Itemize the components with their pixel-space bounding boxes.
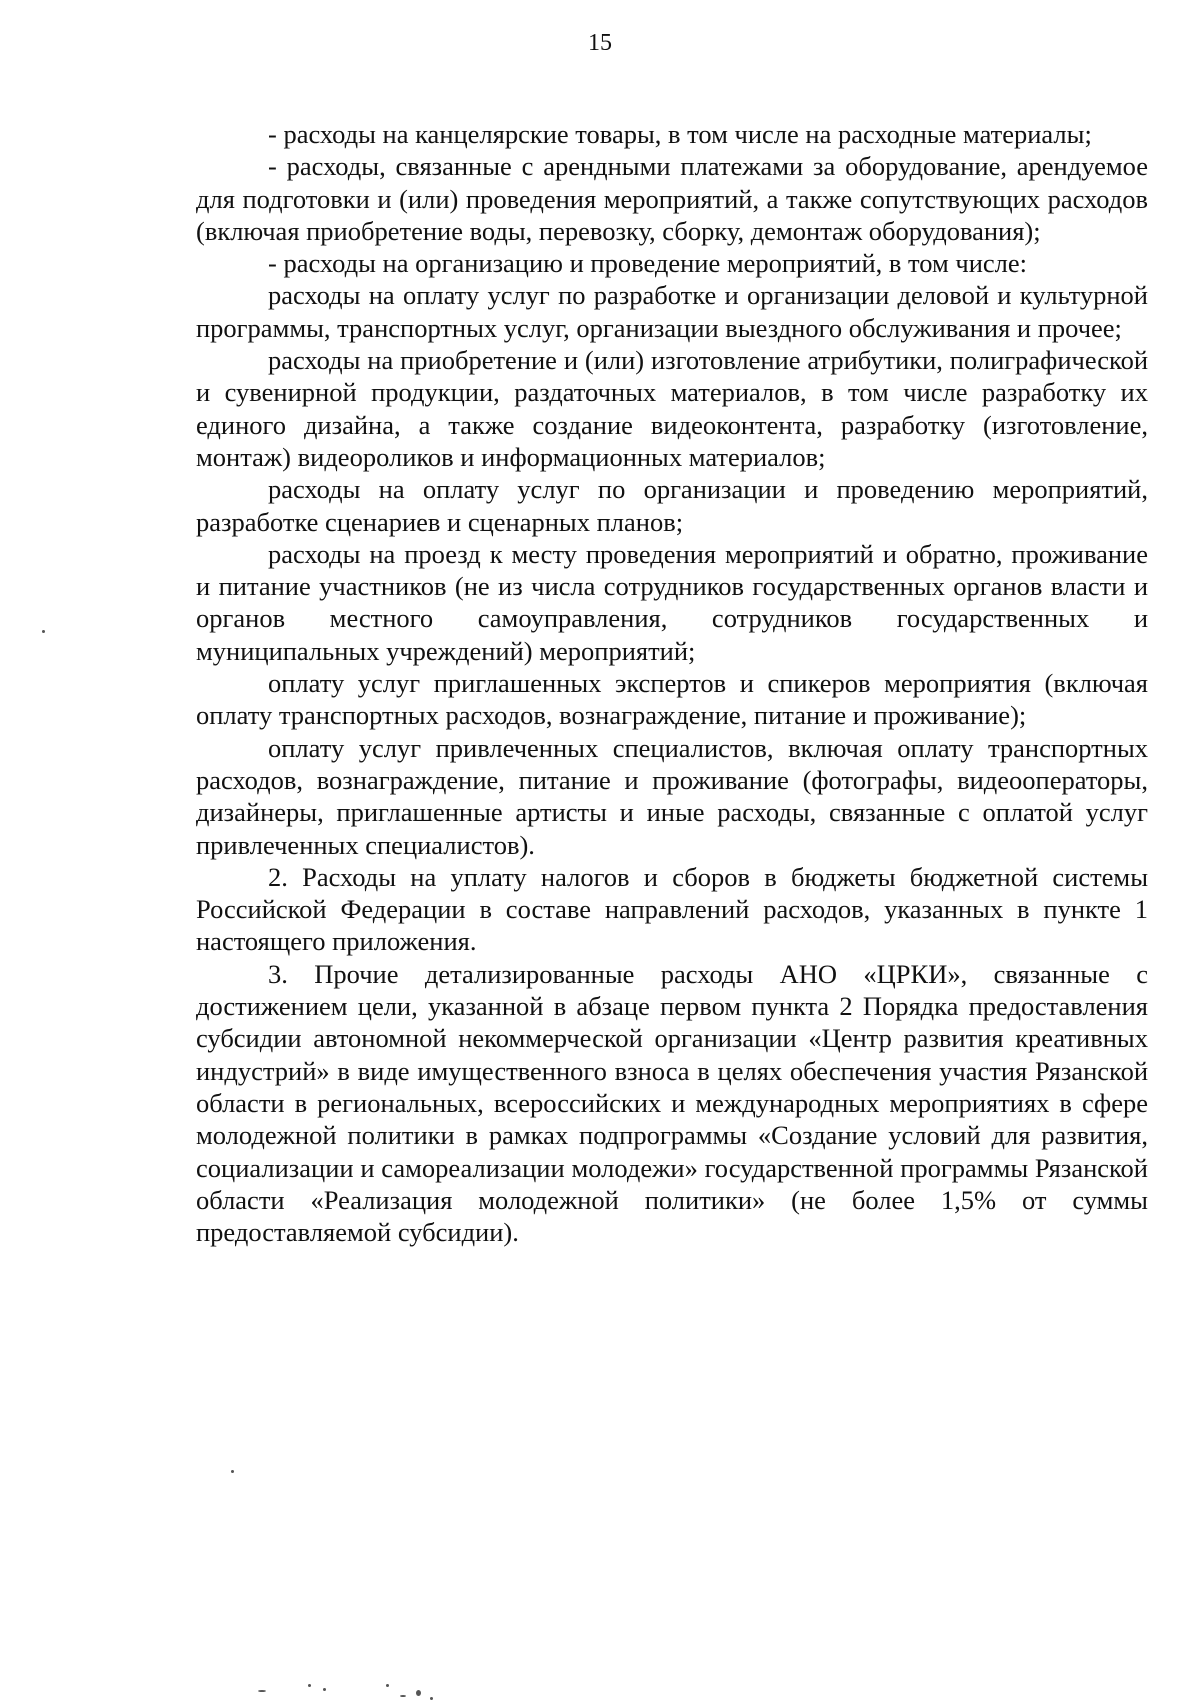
page-number: 15 [588, 30, 612, 56]
scan-speck [323, 1688, 326, 1691]
paragraph-hired-specialists: оплату услуг привлеченных специалистов, включая оплату транспортных расходов, вознаграждение, питание и проживание (фотографы, видеооператоры, дизайнеры, приглашенные артисты и иные расходы, связанные с оплатой услуг привлеченных специалистов). [196, 732, 1148, 860]
scan-speck [258, 1690, 266, 1692]
paragraph-event-services: расходы на оплату услуг по организации и проведению мероприятий, разработке сценариев и сценарных планов; [196, 474, 1148, 537]
scan-speck [231, 1470, 234, 1473]
scan-speck [42, 630, 45, 633]
scan-speck [430, 1697, 433, 1700]
paragraph-other-expenses: 3. Прочие детализированные расходы АНО «ЦРКИ», связанные с достижением цели, указанной в абзаце первом пункта 2 Порядка предоставления субсидии автономной некоммерческой организации «Центр развития креативных индустрий» в виде имущественного взноса в целях обеспечения участия Рязанской области в региональных, всероссийских и международных мероприятиях в сфере молодежной политики в рамках подпрограммы «Создание условий для развития, социализации и самореализации молодежи» государственной программы Рязанской области «Реализация молодежной политики» (не более 1,5% от суммы предоставляемой субсидии). [196, 958, 1148, 1248]
paragraph-event-organization-expenses: - расходы на организацию и проведение мероприятий, в том числе: [268, 248, 1028, 279]
scan-speck [386, 1684, 389, 1687]
document-body [196, 118, 1148, 1248]
scan-speck [308, 1684, 311, 1687]
paragraph-program-services: расходы на оплату услуг по разработке и организации деловой и культурной программы, транспортных услуг, организации выездного обслуживания и прочее; [196, 280, 1148, 343]
scan-speck [400, 1695, 406, 1697]
paragraph-stationery-expenses: - расходы на канцелярские товары, в том числе на расходные материалы; [268, 119, 1092, 149]
paragraph-experts-speakers: оплату услуг приглашенных экспертов и спикеров мероприятия (включая оплату транспортных расходов, вознаграждение, питание и проживание); [196, 668, 1148, 731]
paragraph-attributes-printing: расходы на приобретение и (или) изготовление атрибутики, полиграфической и сувенирной продукции, раздаточных материалов, в том числе разработку их единого дизайна, а также создание видеоконтента, разработку (изготовление, монтаж) видеороликов и информационных материалов; [196, 345, 1148, 472]
paragraph-taxes-fees: 2. Расходы на уплату налогов и сборов в бюджеты бюджетной системы Российской Федерации в составе направлений расходов, указанных в пункте 1 настоящего приложения. [196, 861, 1148, 957]
scan-speck [416, 1690, 421, 1696]
paragraph-equipment-rental-expenses: - расходы, связанные с арендными платежами за оборудование, арендуемое для подготовки и (или) проведения мероприятий, а также сопутствующих расходов (включая приобретение воды, перевозку, сборку, демонтаж оборудования); [196, 151, 1148, 246]
paragraph-travel-accommodation: расходы на проезд к месту проведения мероприятий и обратно, проживание и питание участников (не из числа сотрудников государственных органов власти и органов местного самоуправления, сотрудников государственных и муниципальных учреждений) мероприятий; [196, 538, 1148, 666]
